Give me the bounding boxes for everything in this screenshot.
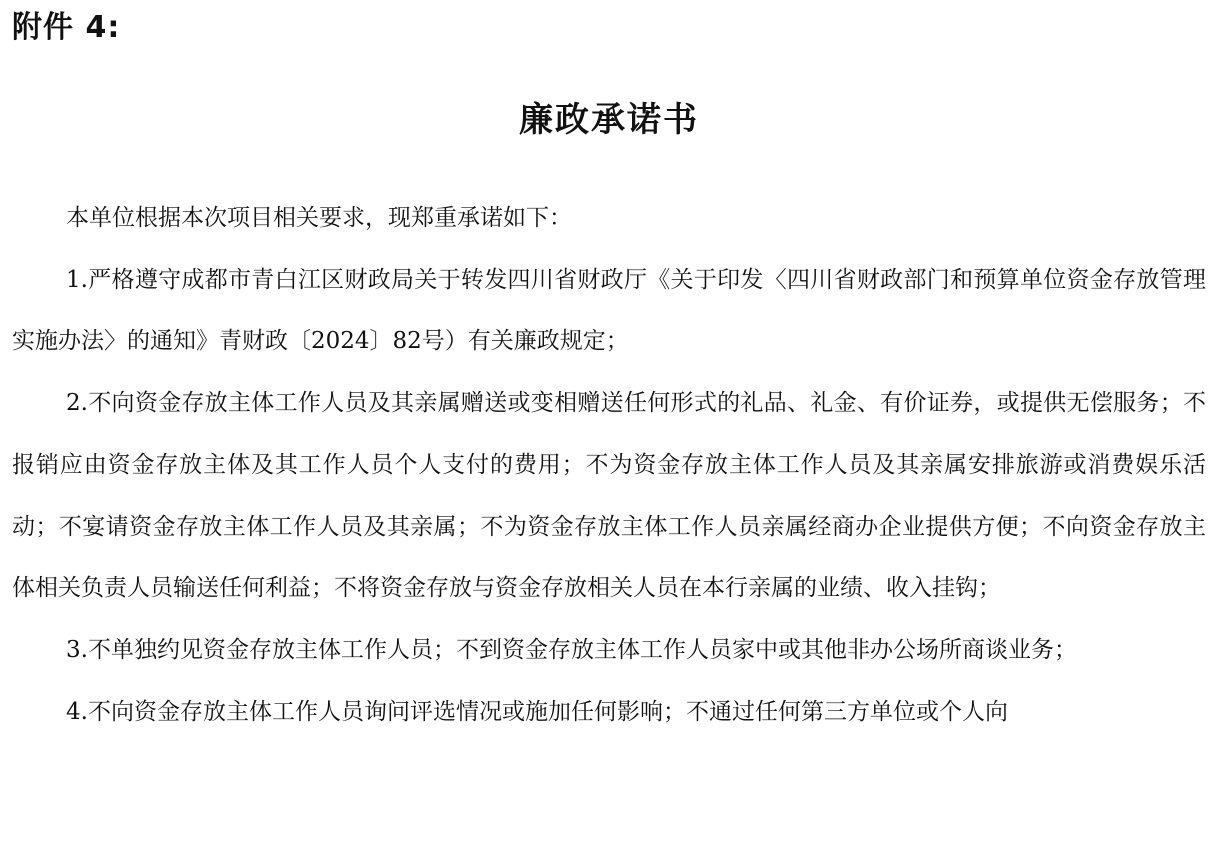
commitment-item-2: 2.不向资金存放主体工作人员及其亲属赠送或变相赠送任何形式的礼品、礼金、有价证券，或提供无偿服务；不报销应由资金存放主体及其工作人员个人支付的费用；不为资金存放主体工作人员及其亲属安排旅游或消费娱乐活动；不宴请资金存放主体工作人员及其亲属；不为资金存放主体工作人员亲属经商办企业提供方便；不向资金存放主体相关负责人员输送任何利益；不将资金存放与资金存放相关人员在本行亲属的业绩、收入挂钩；	[12, 390, 1206, 602]
commitment-item-3: 3.不单独约见资金存放主体工作人员；不到资金存放主体工作人员家中或其他非办公场所商谈业务；	[66, 636, 1077, 663]
document-body	[12, 188, 1206, 743]
document-title: 廉政承诺书	[519, 100, 699, 140]
attachment-label: 附件 4:	[12, 10, 121, 45]
commitment-item-1: 1.严格遵守成都市青白江区财政局关于转发四川省财政厅《关于印发〈四川省财政部门和预算单位资金存放管理实施办法〉的通知》青财政〔2024〕82号）有关廉政规定；	[12, 266, 1206, 355]
intro-paragraph: 本单位根据本次项目相关要求，现郑重承诺如下：	[66, 205, 572, 231]
commitment-item-4: 4.不向资金存放主体工作人员询问评选情况或施加任何影响；不通过任何第三方单位或个人向	[66, 698, 1008, 725]
